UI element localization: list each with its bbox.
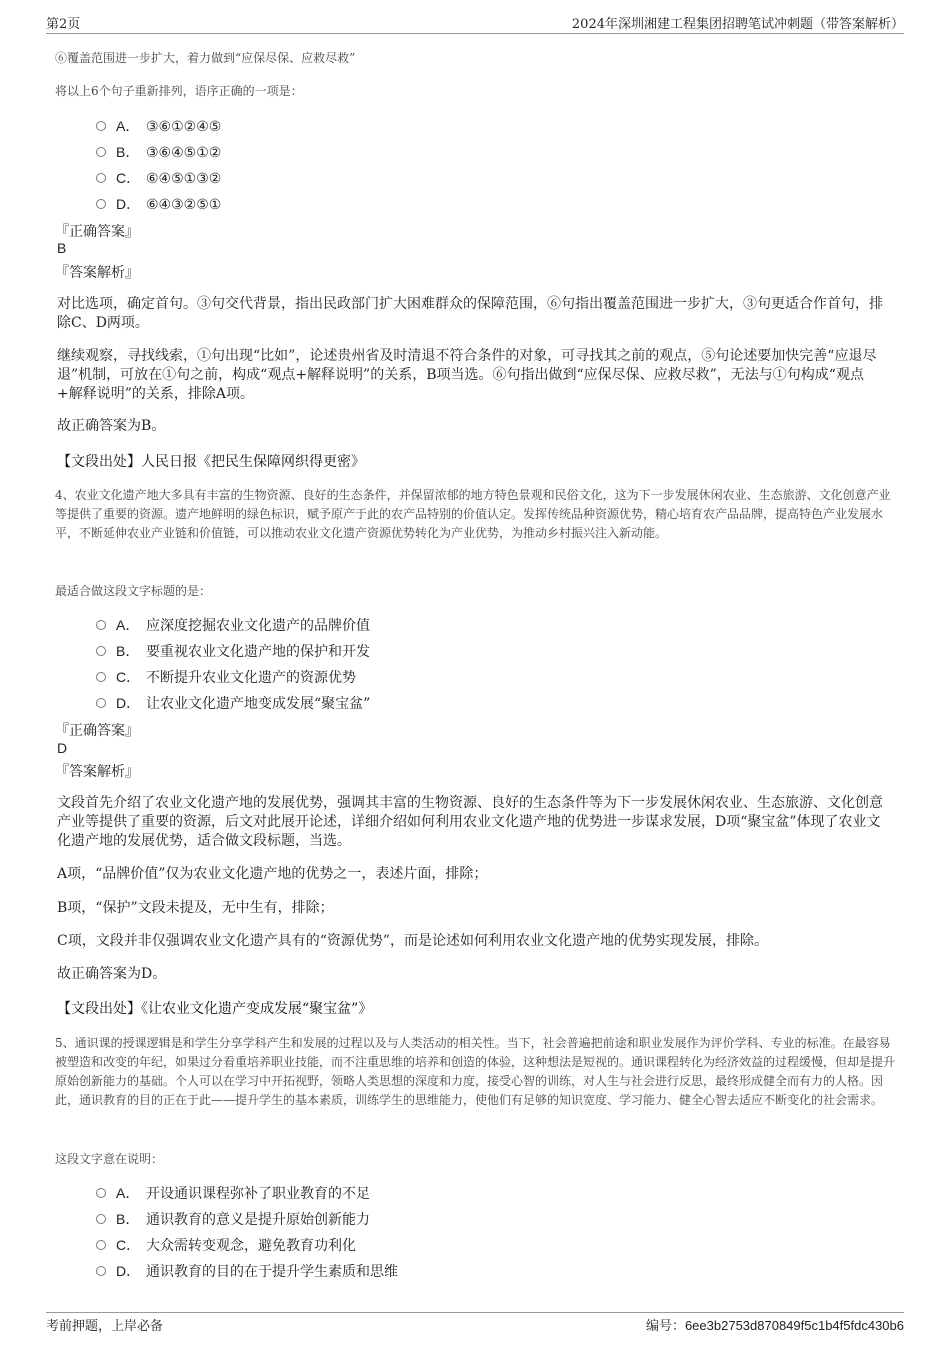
q5-option-a[interactable]: A． 开设通识课程弥补了职业教育的不足 <box>96 1183 370 1203</box>
q3-stem-tail: ⑥覆盖范围进一步扩大，着力做到“应保尽保、应救尽救” <box>55 51 356 65</box>
q4-analysis-p4: C项，文段并非仅强调农业文化遗产具有的“资源优势”，而是论述如何利用农业文化遗产地的优势实现发展，排除。 <box>57 933 769 949</box>
radio-icon[interactable] <box>96 173 106 183</box>
radio-icon[interactable] <box>96 646 106 656</box>
q4-stem: 4、农业文化遗产地大多具有丰富的生物资源、良好的生态条件，并保留浓郁的地方特色景观和民俗文化，这为下一步发展休闲农业、生态旅游、文化创意产业等提供了重要的资源。遗产地鲜明的绿色标识，赋予原产于此的农产品特别的价值认定。发挥传统品种资源优势，精心培育农产品品牌，提高特色产业发展水平，不断延伸农业产业链和价值链，可以推动农业文化遗产资源优势转化为产业优势，为推动乡村振兴注入新动能。 <box>55 488 891 540</box>
q3-option-d[interactable]: D． ⑥④③②⑤① <box>96 194 221 214</box>
q4-analysis-p2: A项，“品牌价值”仅为农业文化遗产地的优势之一，表述片面，排除； <box>57 866 488 882</box>
q4-analysis-p5: 故正确答案为D。 <box>57 966 167 982</box>
q3-option-c[interactable]: C． ⑥④⑤①③② <box>96 168 221 188</box>
radio-icon[interactable] <box>96 199 106 209</box>
q4-analysis-p1: 文段首先介绍了农业文化遗产地的发展优势，强调其丰富的生物资源、良好的生态条件等为下一步发展休闲农业、生态旅游、文化创意产业等提供了重要的资源，后文对此展开论述，详细介绍如何利用农业文化遗产地的优势进一步谋求发展，D项“聚宝盆”体现了农业文化遗产地的发展优势，适合做文段标题，当选。 <box>57 795 883 849</box>
q3-option-b[interactable]: B． ③⑥④⑤①② <box>96 142 221 162</box>
q3-answer: B <box>57 240 67 256</box>
page-footer <box>46 1312 904 1333</box>
radio-icon[interactable] <box>96 147 106 157</box>
q4-option-d[interactable]: D． 让农业文化遗产地变成发展“聚宝盆” <box>96 693 370 713</box>
q3-prompt: 将以上6个句子重新排列，语序正确的一项是： <box>55 84 303 98</box>
q5-stem: 5、通识课的授课逻辑是和学生分享学科产生和发展的过程以及与人类活动的相关性。当下，社会普遍把前途和职业发展作为评价学科、专业的标准。在最容易被塑造和改变的年纪，如果过分看重培养职业技能，而不注重思维的培养和创造的体验，这种想法是短视的。通识课程转化为经济效益的过程缓慢，但却是提升原始创新能力的基础。个人可以在学习中开拓视野，领略人类思想的深度和力度，接受心智的训练，对人生与社会进行反思，最终形成健全而有力的人格。因此，通识教育的目的正在于此——提升学生的基本素质，训练学生的思维能力，使他们有足够的知识宽度、学习能力、健全心智去适应不断变化的社会需求。 <box>55 1036 896 1107</box>
radio-icon[interactable] <box>96 1240 106 1250</box>
q4-option-a[interactable]: A． 应深度挖掘农业文化遗产的品牌价值 <box>96 615 370 635</box>
page-number: 第2页 <box>46 17 81 32</box>
radio-icon[interactable] <box>96 1214 106 1224</box>
q4-answer-label: 『正确答案』 <box>55 723 139 739</box>
q3-source: 【文段出处】人民日报《把民生保障网织得更密》 <box>57 454 365 470</box>
page-header <box>46 13 904 34</box>
radio-icon[interactable] <box>96 1188 106 1198</box>
q4-option-b[interactable]: B． 要重视农业文化遗产地的保护和开发 <box>96 641 370 661</box>
q3-analysis-p2: 继续观察，寻找线索，①句出现“比如”，论述贵州省及时清退不符合条件的对象，可寻找其之前的观点，⑤句论述要加快完善“应退尽退”机制，可放在①句之前，构成“观点+解释说明”的关系，B项当选。⑥句指出做到“应保尽保、应救尽救”，无法与①句构成“观点+解释说明”的关系，排除A项。 <box>57 348 877 402</box>
q3-answer-label: 『正确答案』 <box>55 224 139 240</box>
q4-prompt: 最适合做这段文字标题的是： <box>55 584 212 598</box>
q5-option-c[interactable]: C． 大众需转变观念，避免教育功利化 <box>96 1235 356 1255</box>
document-id: 编号：6ee3b2753d870849f5c1b4f5fdc430b6 <box>645 1318 904 1333</box>
q5-option-d[interactable]: D． 通识教育的目的在于提升学生素质和思维 <box>96 1261 398 1281</box>
radio-icon[interactable] <box>96 620 106 630</box>
radio-icon[interactable] <box>96 672 106 682</box>
q3-analysis-p1: 对比选项，确定首句。③句交代背景，指出民政部门扩大困难群众的保障范围，⑥句指出覆盖范围进一步扩大，③句更适合作首句，排除C、D两项。 <box>57 296 883 331</box>
q3-option-a[interactable]: A． ③⑥①②④⑤ <box>96 116 221 136</box>
footer-slogan: 考前押题，上岸必备 <box>46 1319 164 1334</box>
q4-option-c[interactable]: C． 不断提升农业文化遗产的资源优势 <box>96 667 356 687</box>
radio-icon[interactable] <box>96 698 106 708</box>
q4-analysis-p3: B项，“保护”文段未提及，无中生有，排除； <box>57 900 334 916</box>
q4-answer: D <box>57 740 68 756</box>
q5-option-b[interactable]: B． 通识教育的意义是提升原始创新能力 <box>96 1209 370 1229</box>
q3-analysis-label: 『答案解析』 <box>55 265 139 281</box>
q4-source: 【文段出处】《让农业文化遗产变成发展“聚宝盆”》 <box>57 1001 373 1017</box>
radio-icon[interactable] <box>96 121 106 131</box>
q3-analysis-p3: 故正确答案为B。 <box>57 418 166 434</box>
document-title: 2024年深圳湘建工程集团招聘笔试冲刺题（带答案解析） <box>571 17 904 32</box>
q4-analysis-label: 『答案解析』 <box>55 764 139 780</box>
q5-prompt: 这段文字意在说明： <box>55 1152 164 1166</box>
radio-icon[interactable] <box>96 1266 106 1276</box>
